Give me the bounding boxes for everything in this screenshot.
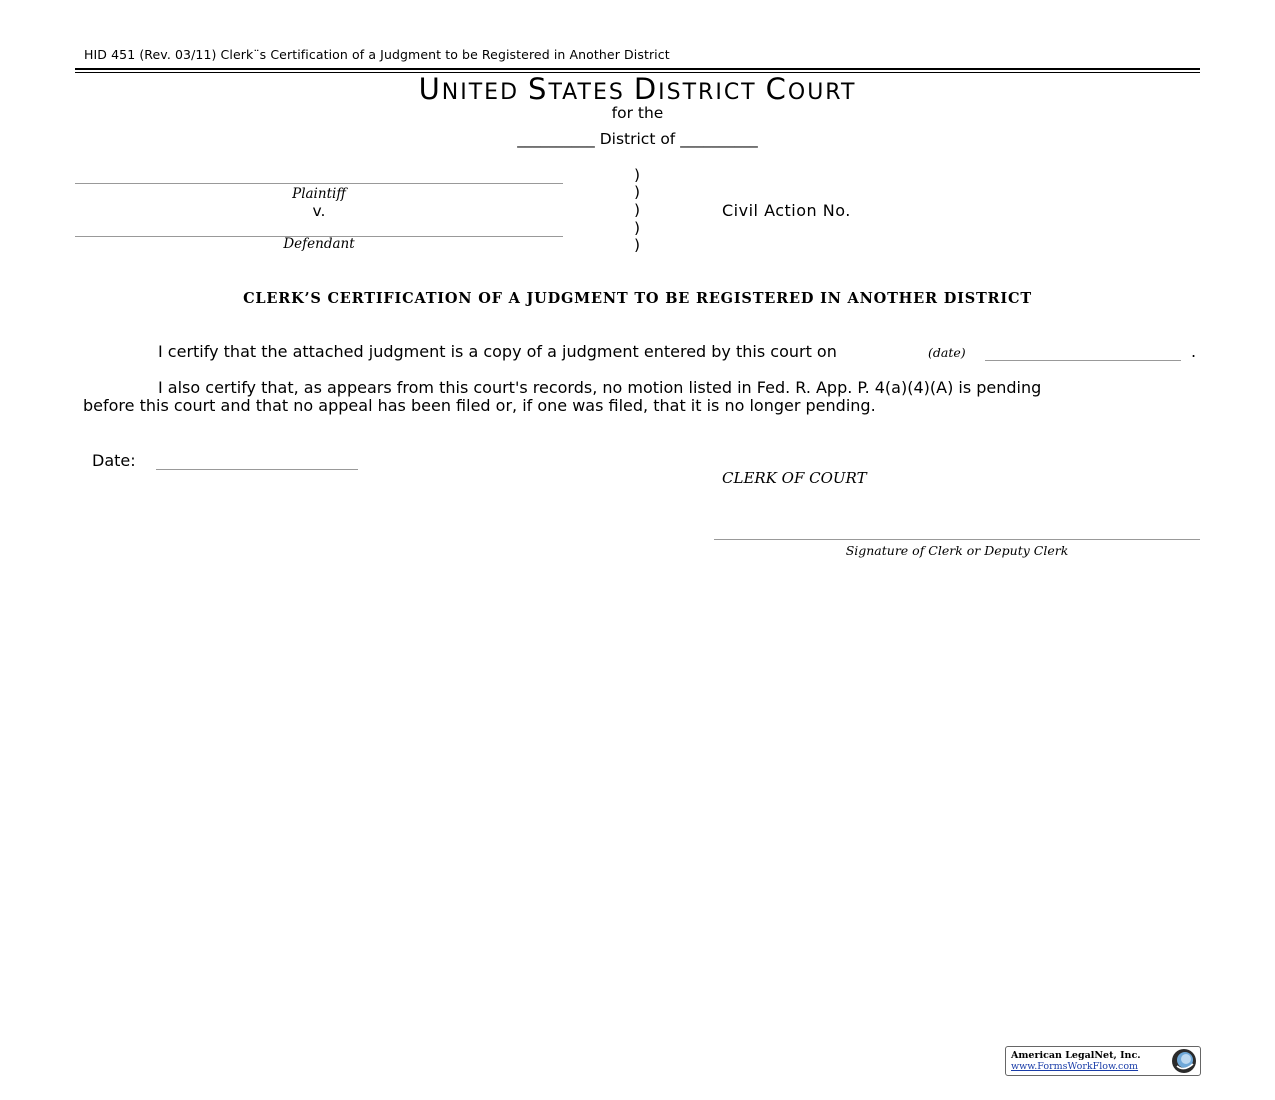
date-field[interactable] [156, 469, 358, 470]
civil-action-label: Civil Action No. [722, 201, 851, 220]
versus-text: v. [312, 202, 326, 220]
header-rule-thick [75, 68, 1200, 70]
also-certify-line-1: I also certify that, as appears from this court's records, no motion listed in Fed. R. App. P. 4(a)(4)(A) is pending [158, 378, 1042, 397]
caption-paren: ) [634, 183, 641, 201]
for-the-text: for the [611, 104, 664, 122]
american-legalnet-logo[interactable] [1005, 1046, 1201, 1076]
plaintiff-line[interactable] [75, 183, 563, 184]
also-certify-line-2: before this court and that no appeal has been filed or, if one was filed, that it is no longer pending. [83, 396, 876, 415]
globe-icon [1171, 1048, 1197, 1074]
caption-paren: ) [634, 219, 641, 237]
judgment-date-field[interactable] [985, 360, 1181, 361]
certify-paragraph: I certify that the attached judgment is a copy of a judgment entered by this court on [158, 342, 837, 361]
signature-label: Signature of Clerk or Deputy Clerk [845, 543, 1069, 558]
caption-paren: ) [634, 236, 641, 254]
court-name: UNITED STATES DISTRICT COURT [418, 72, 857, 106]
date-field-label: (date) [928, 345, 966, 360]
clerk-of-court-label: CLERK OF COURT [722, 469, 867, 487]
caption-paren: ) [634, 201, 641, 219]
plaintiff-label: Plaintiff [292, 186, 346, 202]
logo-website-link[interactable]: www.FormsWorkFlow.com [1011, 1061, 1139, 1072]
district-line[interactable]: __________ District of __________ [517, 130, 758, 148]
form-header: HID 451 (Rev. 03/11) Clerk¨s Certification of a Judgment to be Registered in Another District [84, 47, 670, 62]
document-title: CLERK’S CERTIFICATION OF A JUDGMENT TO BE REGISTERED IN ANOTHER DISTRICT [243, 290, 1032, 307]
sentence-period: . [1191, 342, 1197, 361]
signature-line[interactable] [714, 539, 1200, 540]
logo-company-name: American LegalNet, Inc. [1011, 1050, 1141, 1061]
caption-paren: ) [634, 166, 641, 184]
defendant-label: Defendant [283, 236, 355, 252]
date-label: Date: [92, 451, 136, 470]
